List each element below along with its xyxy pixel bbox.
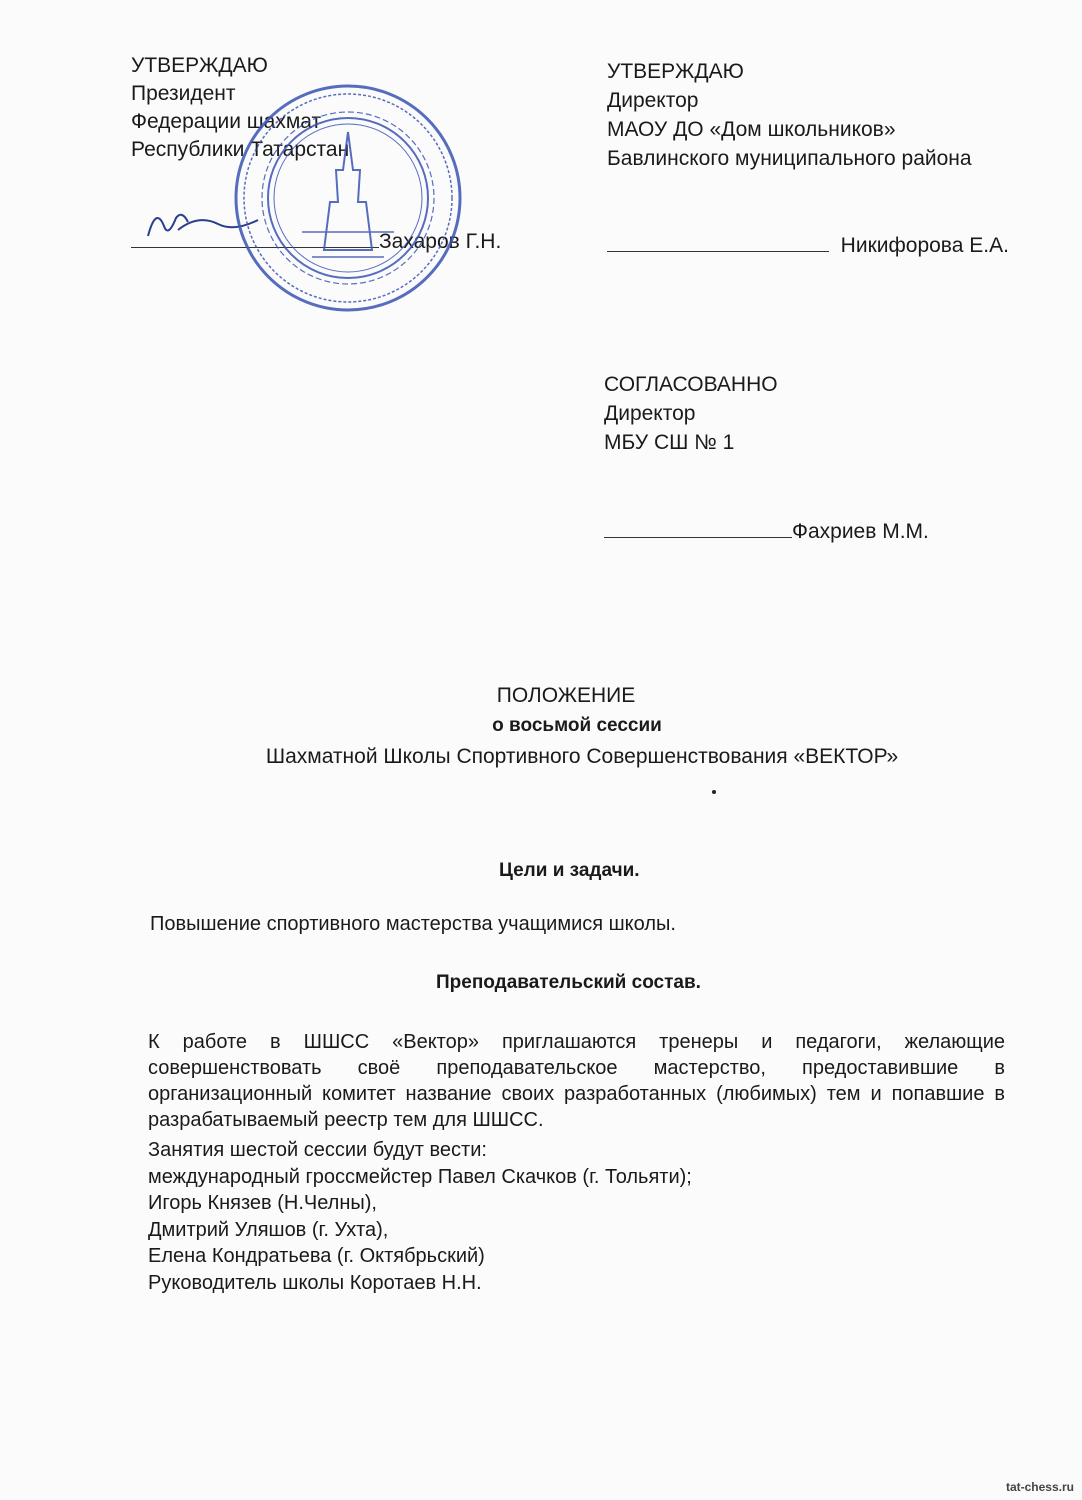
document-subtitle: о восьмой сессии xyxy=(492,715,662,736)
signature-line-agreed xyxy=(604,517,929,544)
signature-line-right xyxy=(607,231,1009,258)
signature-underline xyxy=(604,517,792,538)
approval-block-right xyxy=(607,57,972,173)
school-name: Шахматной Школы Спортивного Совершенствования «ВЕКТОР» xyxy=(265,745,899,768)
paragraph-line: организационный комитет название своих разработанных (любимых) тем и попавшие в xyxy=(148,1083,1005,1105)
goals-text: Повышение спортивного мастерства учащимися школы. xyxy=(150,913,676,935)
signatory-name-left: Захаров Г.Н. xyxy=(379,230,502,253)
signatory-name-right: Никифорова Е.А. xyxy=(840,234,1009,257)
signatory-name-agreed: Фахриев М.М. xyxy=(792,520,929,543)
federation-seal-stamp xyxy=(232,82,464,314)
list-item: Занятия шестой сессии будут вести: xyxy=(148,1139,487,1161)
stray-dot xyxy=(712,790,716,794)
approval-line: Федерации шахмат xyxy=(131,110,322,133)
list-item: Елена Кондратьева (г. Октябрьский) xyxy=(148,1245,485,1267)
document-title: ПОЛОЖЕНИЕ xyxy=(496,684,636,707)
list-item: Игорь Князев (Н.Челны), xyxy=(148,1192,377,1214)
agreed-block xyxy=(604,370,778,457)
list-item: международный гроссмейстер Павел Скачков (г. Тольяти); xyxy=(148,1165,692,1188)
list-item: Руководитель школы Коротаев Н.Н. xyxy=(148,1271,482,1294)
approval-line: МАОУ ДО «Дом школьников» xyxy=(607,118,896,141)
agreed-line: Директор xyxy=(604,402,696,425)
list-item: Дмитрий Уляшов (г. Ухта), xyxy=(148,1218,389,1241)
agreed-heading: СОГЛАСОВАННО xyxy=(604,373,778,396)
goals-heading: Цели и задачи. xyxy=(499,860,640,881)
approval-line: Бавлинского муниципального района xyxy=(607,147,972,170)
approval-heading-left: УТВЕРЖДАЮ xyxy=(131,54,268,77)
paragraph-line: совершенствовать своё преподавательское мастерство, предоставившие в xyxy=(148,1057,1005,1079)
approval-heading-right: УТВЕРЖДАЮ xyxy=(607,60,744,83)
approval-line: Директор xyxy=(607,89,699,112)
approval-line: Президент xyxy=(131,82,236,105)
staff-heading: Преподавательский состав. xyxy=(436,972,701,993)
paragraph-line: разрабатываемый реестр тем для ШШСС. xyxy=(148,1109,544,1131)
paragraph-line: К работе в ШШСС «Вектор» приглашаются тренеры и педагоги, желающие xyxy=(148,1031,1005,1053)
staff-list xyxy=(148,1137,692,1296)
signature-underline xyxy=(607,231,829,252)
site-watermark: tat-chess.ru xyxy=(1005,1480,1074,1494)
agreed-line: МБУ СШ № 1 xyxy=(604,431,735,454)
staff-paragraph xyxy=(148,1029,1005,1133)
approval-line: Республики Татарстан xyxy=(131,138,350,161)
